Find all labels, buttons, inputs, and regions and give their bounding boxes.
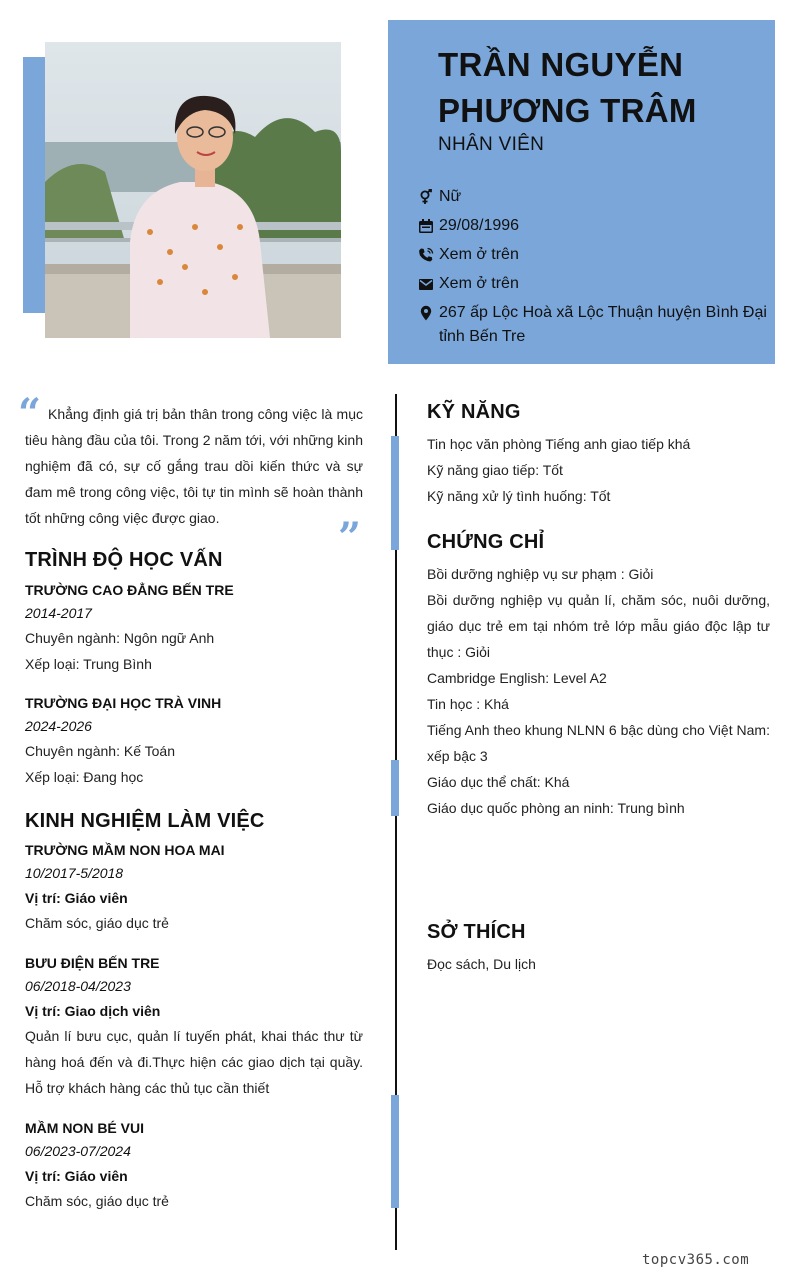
experience-item (25, 1118, 363, 1214)
certificate-item: Cambridge English: Level A2 (427, 670, 607, 686)
education-grade: Xếp loại: Trung Bình (25, 656, 152, 672)
education-period: 2014-2017 (25, 605, 92, 621)
candidate-name (438, 42, 768, 134)
school-name: TRƯỜNG CAO ĐẲNG BẾN TRE (25, 582, 234, 598)
calendar-icon (418, 214, 439, 238)
name-line-1: TRẦN NGUYỄN (438, 46, 684, 83)
hobbies-text: Đọc sách, Du lịch (427, 956, 536, 972)
school-name: TRƯỜNG ĐẠI HỌC TRÀ VINH (25, 695, 222, 711)
divider-accent (391, 760, 399, 816)
experience-period: 06/2023-07/2024 (25, 1143, 131, 1159)
divider-accent (391, 436, 399, 550)
gender-text: Nữ (439, 188, 462, 205)
certificate-item: Bồi dưỡng nghiệp vụ quản lí, chăm sóc, nuôi dưỡng, giáo dục trẻ em tại nhóm trẻ lớp mẫu giáo độc lập tư thục : Giỏi (427, 592, 770, 660)
info-email (418, 272, 768, 296)
certificate-item: Bồi dưỡng nghiệp vụ sư phạm : Giỏi (427, 566, 654, 582)
experience-description: Chăm sóc, giáo dục trẻ (25, 915, 169, 931)
experience-position: Vị trí: Giáo viên (25, 1168, 128, 1184)
phone-text: Xem ở trên (439, 246, 519, 263)
experience-description: Quản lí bưu cục, quản lí tuyến phát, khai thác thư từ hàng hoá đến và đi.Thực hiện các giao dịch tại quầy. Hỗ trợ khách hàng các thủ tục cần thiết (25, 1028, 363, 1096)
experience-period: 10/2017-5/2018 (25, 865, 124, 881)
experience-position: Vị trí: Giáo viên (25, 890, 128, 906)
experience-item (25, 840, 363, 936)
info-phone (418, 243, 768, 267)
divider-accent (391, 1095, 399, 1208)
certificate-item: Giáo dục thể chất: Khá (427, 774, 570, 790)
education-period: 2024-2026 (25, 718, 92, 734)
experience-period: 06/2018-04/2023 (25, 978, 131, 994)
phone-icon (418, 243, 439, 267)
map-pin-icon (418, 301, 439, 325)
education-major: Chuyên ngành: Kế Toán (25, 743, 175, 759)
address-text: 267 ấp Lộc Hoà xã Lộc Thuận huyện Bình Đại tỉnh Bến Tre (439, 304, 767, 345)
profile-photo (45, 42, 341, 338)
education-heading: TRÌNH ĐỘ HỌC VẤN (25, 549, 223, 571)
company-name: BƯU ĐIỆN BẾN TRE (25, 955, 160, 971)
certificate-item: Tiếng Anh theo khung NLNN 6 bậc dùng cho Việt Nam: xếp bậc 3 (427, 722, 770, 764)
info-birthday (418, 214, 768, 238)
education-item (25, 693, 363, 790)
education-major: Chuyên ngành: Ngôn ngữ Anh (25, 630, 215, 646)
experience-heading: KINH NGHIỆM LÀM VIỆC (25, 810, 265, 832)
skill-item: Kỹ năng giao tiếp: Tốt (427, 462, 563, 478)
info-gender (418, 185, 768, 209)
skills-list (427, 431, 770, 509)
certificate-item: Giáo dục quốc phòng an ninh: Trung bình (427, 800, 685, 816)
skills-heading: KỸ NĂNG (427, 401, 521, 423)
skill-item: Tin học văn phòng Tiếng anh giao tiếp khá (427, 436, 691, 452)
envelope-icon (418, 272, 439, 296)
experience-item (25, 953, 363, 1101)
gender-icon (418, 185, 439, 209)
profile-photo-illustration (45, 42, 341, 338)
hobbies-heading: SỞ THÍCH (427, 921, 526, 943)
email-text: Xem ở trên (439, 275, 519, 292)
watermark-text: topcv365.com (642, 1252, 750, 1268)
education-grade: Xếp loại: Đang học (25, 769, 144, 785)
skill-item: Kỹ năng xử lý tình huống: Tốt (427, 488, 611, 504)
certificates-list (427, 561, 770, 821)
certificates-heading: CHỨNG CHỈ (427, 531, 545, 553)
quote-close-icon: ” (338, 514, 362, 561)
job-title: NHÂN VIÊN (438, 134, 545, 155)
quote-open-icon: “ (18, 390, 42, 437)
experience-position: Vị trí: Giao dịch viên (25, 1003, 161, 1019)
experience-description: Chăm sóc, giáo dục trẻ (25, 1193, 169, 1209)
name-line-2: PHƯƠNG TRÂM (438, 92, 697, 129)
info-address (418, 301, 768, 349)
certificate-item: Tin học : Khá (427, 696, 509, 712)
company-name: MẦM NON BÉ VUI (25, 1120, 144, 1136)
education-item (25, 580, 363, 677)
company-name: TRƯỜNG MẦM NON HOA MAI (25, 842, 225, 858)
career-objective: Khẳng định giá trị bản thân trong công việc là mục tiêu hàng đầu của tôi. Trong 2 năm tới, với những kinh nghiệm đã có, sự cố gắng trau dồi kiến thức và sự đam mê trong công việc, tôi tự tin mình sẽ hoàn thành tốt những công việc được giao. (25, 406, 363, 526)
birthday-text: 29/08/1996 (439, 217, 520, 234)
